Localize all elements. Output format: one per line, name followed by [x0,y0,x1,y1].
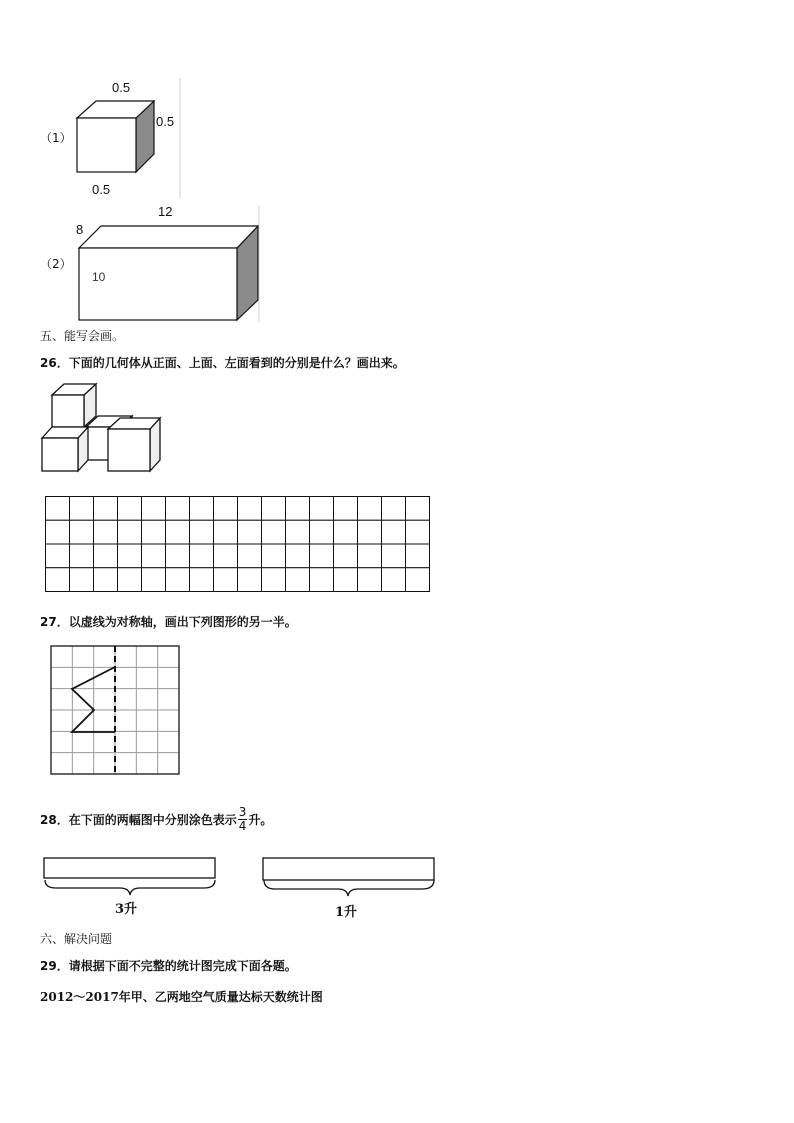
cuboid-width: 8 [76,222,84,237]
section5-heading: 五、能写会画。 [40,329,125,343]
section6-heading: 六、解决问题 [40,932,113,946]
q26-text: 26．下面的几何体从正面、上面、左面看到的分别是什么？画出来。 [40,356,405,370]
cuboid-length: 12 [158,204,173,219]
figure2-label: （2） [40,257,72,271]
brace-1-liter [264,880,434,896]
cuboid-height: 10 [92,270,106,284]
bar2-label: 1升 [335,905,358,920]
figure1-label: （1） [40,131,72,145]
cube-bottom-dimension: 0.5 [92,182,111,197]
chart-title: 2012～2017年甲、乙两地空气质量达标天数统计图 [40,990,323,1004]
fraction-denominator: 4 [238,819,247,833]
fraction-numerator: 3 [238,805,247,819]
cube-right-dimension: 0.5 [156,114,175,129]
q28-suffix: 升。 [248,812,273,827]
q28-prefix: 28．在下面的两幅图中分别涂色表示 [40,812,237,827]
q29-text: 29．请根据下面不完整的统计图完成下面各题。 [40,959,297,973]
bar1-label: 3升 [115,902,138,917]
cube-top-dimension: 0.5 [112,80,131,95]
q27-text: 27．以虚线为对称轴，画出下列图形的另一半。 [40,615,297,629]
